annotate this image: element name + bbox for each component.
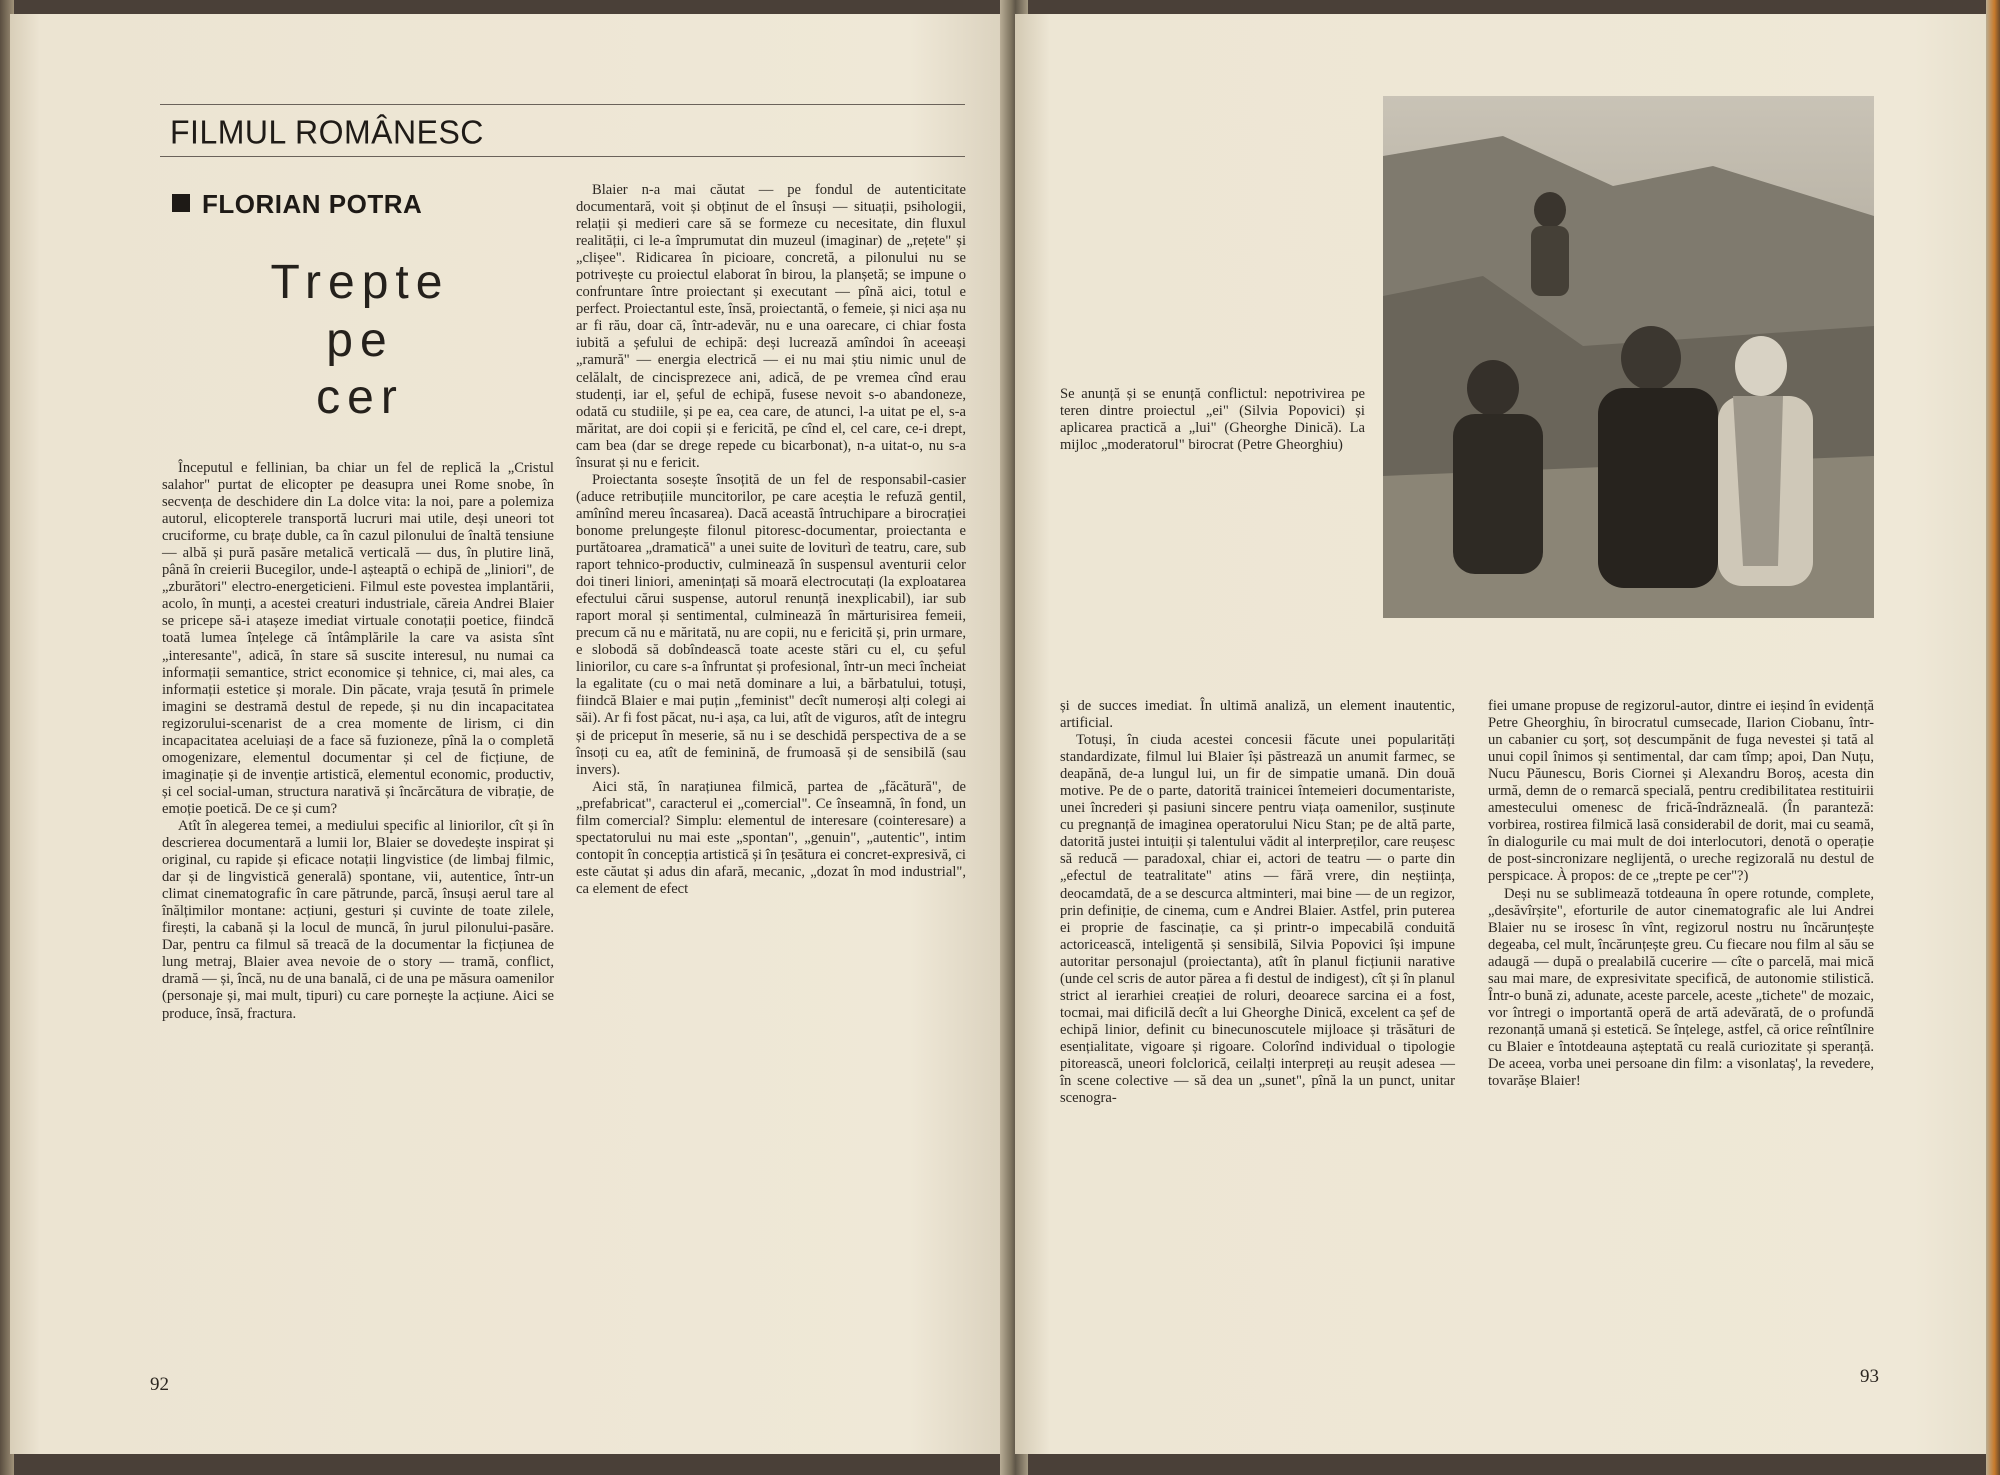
paragraph: Blaier n-a mai căutat — pe fondul de autenticitate documentară, voit și obținut de el însuși — situații, psihologii, relații și medieri care să se formeze cu necesitate, din fluxul realității, ci le-a împrumutat din muzeul (imaginar) de „rețete" și „clișee". Ridicarea în picioare, concretă, a pilonului nu se potrivește cu proiectul elaborat în birou, la planșetă; se impune o confruntare între proiectant și executant — pînă aici, totul e perfect. Proiectantul este, însă, proiectantă, o femeie, și nici așa nu ar fi rău, doar că, într-adevăr, nu e una oarecare, ci chiar fosta iubită a șefului de echipă: deși lucrează amîndoi în aceeași „ramură" — energia electrică — ei nu mai știu nimic unul de celălalt, de cincisprezece ani, adică, de pe vremea cînd erau studenți, iar el, șeful de echipă, fusese nevoit s-o abandoneze, odată cu studiile, și pe ea, cea care, de atunci, l-a uitat pe el, s-a măritat, are doi copii și e fericită, pe cînd el, cel care, ce-i drept, cam bea (dar se drege repede cu bicarbonat), n-a uitat-o, nu s-a însurat și nu e fericit. xyxy=(576,182,966,471)
left-page xyxy=(10,14,1010,1454)
film-still-photo xyxy=(1383,96,1874,618)
right-page xyxy=(1015,14,1990,1454)
article-title xyxy=(210,254,510,427)
book-edge-right xyxy=(1986,0,2000,1475)
header-rule-bottom xyxy=(160,156,965,157)
page-number-right: 93 xyxy=(1860,1366,1879,1387)
photo-caption: Se anunță și se enunță conflictul: nepotrivirea pe teren dintre proiectul „ei" (Silvia Popovici) și aplicarea practică a „lui" (Gheorghe Dinică). La mijloc „moderatorul" birocrat (Petre Gheorghiu) xyxy=(1060,386,1365,453)
paragraph: Atît în alegerea temei, a mediului specific al liniorilor, cît și în descrierea documentară a lumii lor, Blaier se dovedește inspirat și original, cu rapide și eficace notații lingvistice (de limbaj filmic, dar și de lingvistică generală) spontane, vii, autentice, într-un climat cinematografic în care pătrunde, parcă, însuși aerul tare al înălțimilor montane: acțiuni, gesturi și cuvinte de toate zilele, firești, la cabană și la locul de muncă, în jurul pilonului-pasăre. Dar, pentru ca filmul să treacă de la documentar la ficțiunea de lung metraj, Blaier avea nevoie de o story — tramă, conflict, dramă — și, încă, nu de una banală, ci de una pe măsura oamenilor (personaje și, mai mult, tipuri) cu care pornește la acțiune. Aici se produce, însă, fractura. xyxy=(162,817,554,1022)
paragraph: Aici stă, în narațiunea filmică, partea de „făcătură", de „prefabricat", caracterul ei „comercial". Ce înseamnă, în fond, un film comercial? Simplu: elementul de interesare (cointeresare) a spectatorului nu mai este „spontan", „genuin", „autentic", intim contopit în concepția artistică și în țesătura ei concret-expresivă, ci este căutat și adus din afară, mecanic, „dozat în mod industrial", ca element de efect xyxy=(576,778,966,897)
title-line-1: Trepte xyxy=(270,256,450,309)
photo-illustration xyxy=(1383,96,1874,618)
right-column-2 xyxy=(1488,698,1874,1090)
left-column-1 xyxy=(162,460,554,1023)
section-title: FILMUL ROMÂNESC xyxy=(170,113,484,151)
paragraph: și de succes imediat. În ultimă analiză, un element inautentic, artificial. xyxy=(1060,698,1455,732)
paragraph: Proiectanta sosește însoțită de un fel de responsabil-casier (aduce retribuțiile muncitorilor, pe care aceștia le refuză gentil, amînînd mereu încasarea). Dacă această întruchipare a birocrației bonome prelungește filonul pitoresc-documentar, proiectanta e purtătoarea „dramatică" a unei suite de loviturì de teatru, care, sub raport tehnico-productiv, culminează în suspensul aventurii celor doi tineri liniori, amenințați să moară electrocutați (la exploatarea efectului cărui suspense, autorul renunță inexplicabil), iar sub raport moral și sentimental, culminează în mărturisirea femeii, precum că nu e măritată, nu are copii, nu e fericită și, prin urmare, e slobodă să dobîndească toate aceste stări cu el, cu șeful liniorilor, cu care s-a înfruntat și profesional, într-un meci încheiat la egalitate (cu o mai netă dominare a lui, a bărbatului, totuși, fiindcă Blaier e mai puțin „feminist" decît numeroși alți colegi ai săi). Ar fi fost păcat, nu-i așa, ca lui, atît de viguros, atît de integru și de priceput în meserie, să nu i se deschidă perspectiva de a se însoți cu ea, atît de feminină, de frumoasă și de sensibilă (sau invers). xyxy=(576,471,966,778)
paragraph: Începutul e fellinian, ba chiar un fel de replică la „Cristul salahor" purtat de elicopter pe deasupra unei Rome snobe, în secvența de deschidere din La dolce vita: la noi, pare a polemiza autorul, elicopterele transportă lucruri mai utile, deși uneori tot cruciforme, cu brațe duble, ca în cazul pilonului de înaltă tensiune — albă și pură pasăre metalică verticală — dus, în plutire lină, până în creierii Bucegilor, unde-l așteaptă o echipă de „liniori", de „zburători" electro-energeticieni. Filmul este povestea implantării, acolo, în munți, a acestei creaturi industriale, căreia Andrei Blaier se pricepe să-i atașeze imediat virtuale conotații poetice, fiindcă toată lumea înțelege că întâmplările la care va asista sînt „interesante", adică, în stare să suscite interesul, nu numai ca informații semantice, strict economice și tehnice, ci, mai ales, ca informații estetice și morale. Din păcate, vraja țesută în primele imagini se destramă destul de repede, și nu din incapacitatea regizorului-scenarist de a crea momente de lirism, ci din incapacitatea aceluiași de a face să fuzioneze, pînă la o completă omogenizare, elementul documentar și cel de ficțiune, de imaginație și de invenție artistică, elementul economic, productiv, și cel social-uman, structura narativă și încărcătura de vibrație, de emoție poetică. De ce și cum? xyxy=(162,460,554,817)
title-line-2: pe xyxy=(326,313,394,367)
title-line-3: cer xyxy=(316,371,404,425)
paragraph: Deși nu se sublimează totdeauna în opere rotunde, complete, „desăvîrșite", eforturile de autor cinematografic ale lui Andrei Blaier nu se irosesc în vînt, regizorul nostru nu încărunțește degeaba, cel mult, încărunțește greu. Cu fiecare nou film al său se adaugă — după o prealabilă cucerire — cîte o parcelă, mai mică sau mai mare, de expresivitate specifică, de autonomie stilistică. Într-o bună zi, adunate, aceste parcele, aceste „tichete" de mozaic, vor întregi o importantă operă de artă adevărată, de o profundă rezonanță umană și estetică. Se înțelege, astfel, că orice reîntîlnire cu Blaier e întotdeauna așteptată cu reală curiozitate și speranță. De aceea, vorba unei persoane din film: a visonlataș', la revedere, tovarășe Blaier! xyxy=(1488,885,1874,1090)
right-column-1 xyxy=(1060,698,1455,1107)
page-number-left: 92 xyxy=(150,1374,169,1395)
author-byline xyxy=(172,189,422,220)
paragraph: Totuși, în ciuda acestei concesii făcute unei popularități standardizate, filmul lui Blaier își păstrează un anumit farmec, se deapănă, de-a lungul lui, un fir de simpatie umană. Din două motive. Pe de o parte, datorită trainicei întemeieri documentariste, unei încrederi și pasiuni sincere pentru viața oamenilor, susținute cu pregnanță de imaginea operatorului Nicu Stan; pe de altă parte, datorită justei intuiții și talentului vădit al interpreților, care reușesc să reducă — paradoxal, chiar ei, actori de teatru — o parte din „efectul de teatralitate" atins — fără vrere, din neștiința, deocamdată, de a se descurca altminteri, mai bine — de un regizor, prin definiție, de cinema, cum e Andrei Blaier. Astfel, prin puterea ei proprie de fascinație, ca și printr-o impecabilă conduită actoricească, inteligentă și sensibilă, Silvia Popovici își impune autoritar personajul (proiectanta), atît în planul ficțiunii narative (unde cel scris de autor părea a fi destul de indigest), cît și în planul strict al ierarhiei creației de roluri, deoarece sarcina ei a fost, tocmai, mai dificilă decît a lui Gheorghe Dinică, excelent ca șef de echipă linior, definit cu binecunoscutele mijloace și trăsături de esențialitate, vigoare și rigoare. Colorînd individual o tipologie pitorească, uneori folclorică, ceilalți interpreți au reușit adesea — în scene colective — să dea un „sunet", pînă la un punct, unitar scenogra- xyxy=(1060,732,1455,1107)
author-name: FLORIAN POTRA xyxy=(202,189,423,219)
square-bullet-icon xyxy=(172,194,190,212)
header-rule-top xyxy=(160,104,965,105)
paragraph: fiei umane propuse de regizorul-autor, dintre ei ieșind în evidență Petre Gheorghiu, în birocratul cumsecade, Ilarion Ciobanu, într-un cabanier cu șorț, soț descumpănit de fuga nevestei și tată al unui copil înimos și sentimental, dar cam tîmp; apoi, Dan Nuțu, Nucu Păunescu, Boris Ciornei și Alexandru Boroș, acesta din urmă, demn de o remarcă specială, pentru credibilitatea restituirii amestecului omenesc de frică-îndrăzneală. (În paranteză: vorbirea, rostirea filmică lasă considerabil de dorit, mai cu seamă, în dialogurile cu mai mult de doi interlocutori, denotă o operație de post-sincronizare neglijentă, o ureche regizorală nu destul de perspicace. À propos: de ce „trepte pe cer"?) xyxy=(1488,698,1874,885)
left-column-2 xyxy=(576,182,966,898)
